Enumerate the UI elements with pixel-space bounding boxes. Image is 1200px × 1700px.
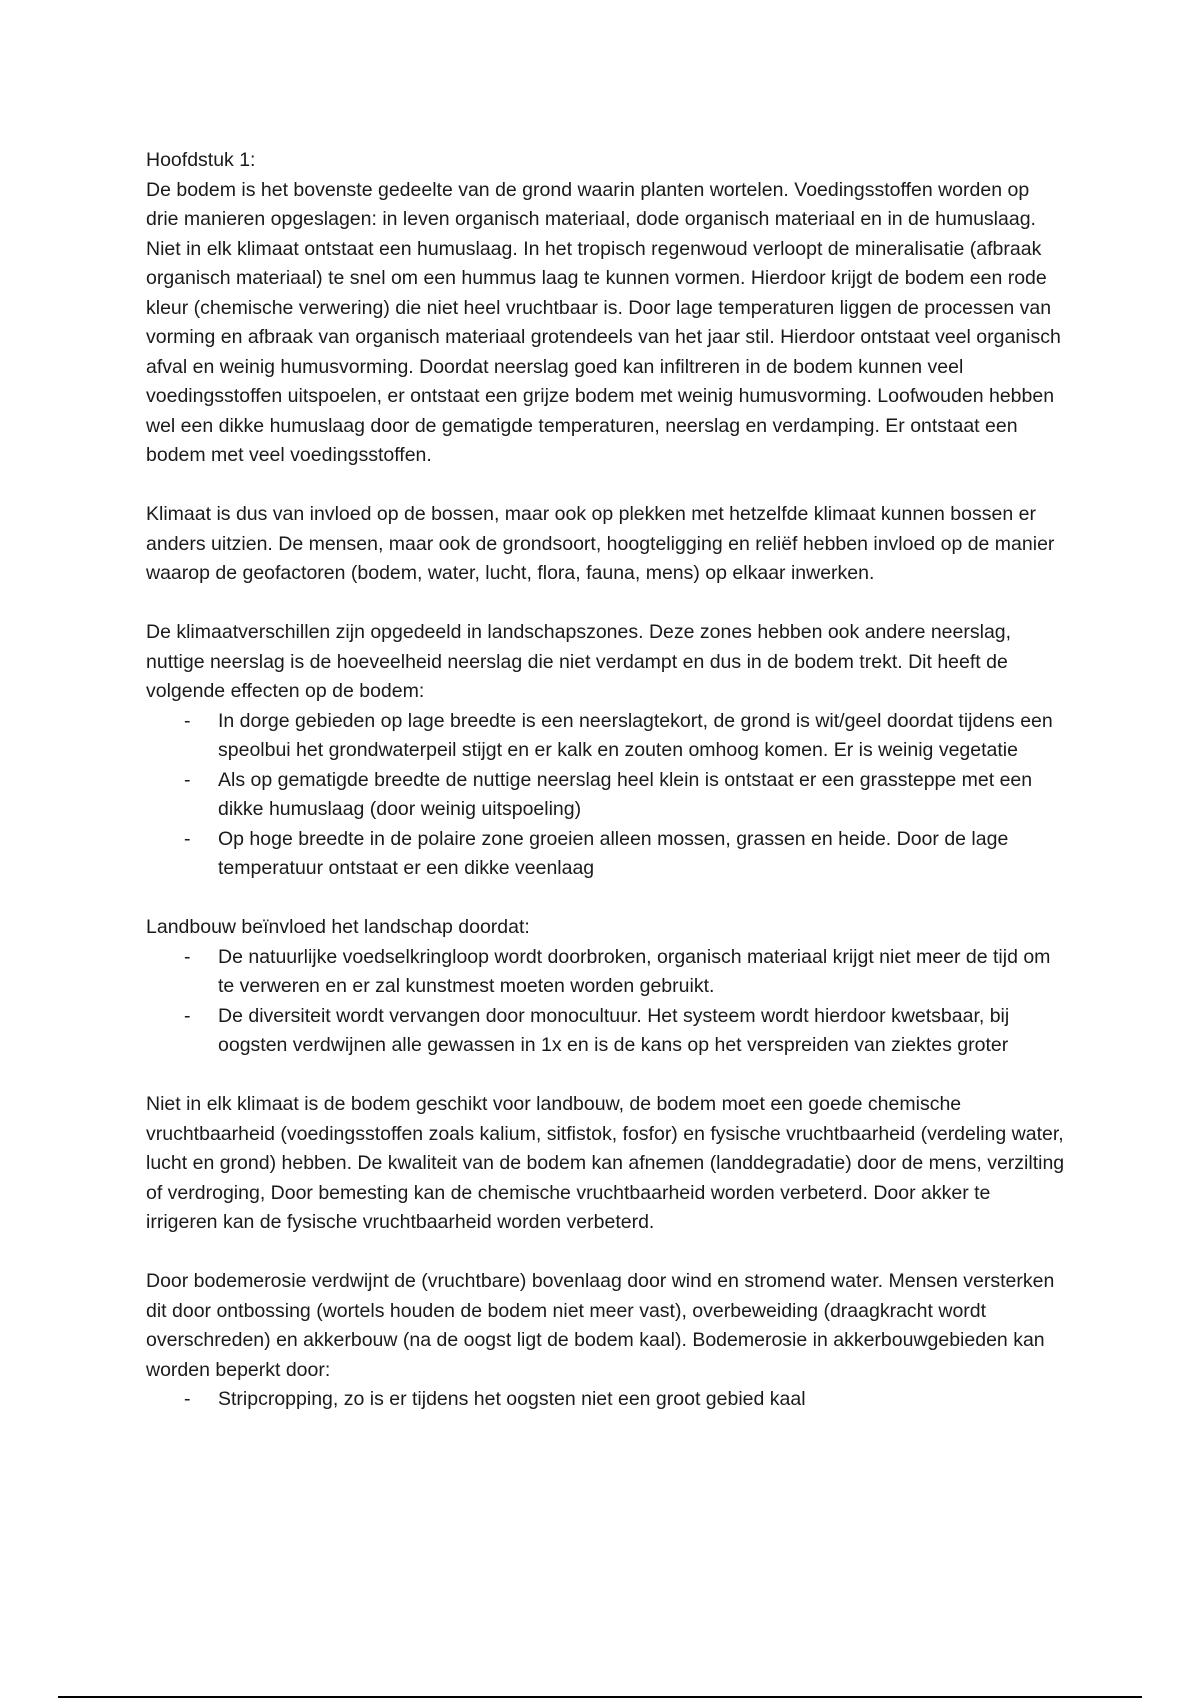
document-page bbox=[146, 146, 1066, 1444]
list-item: - In dorge gebieden op lage breedte is een neerslagtekort, de grond is wit/geel doordat tijdens een speolbui het grondwaterpeil stijgt en er kalk en zouten omhoog komen. Er is weinig vegetatie bbox=[146, 707, 1066, 766]
paragraph-vruchtbaarheid: Niet in elk klimaat is de bodem geschikt voor landbouw, de bodem moet een goede chemische vruchtbaarheid (voedingsstoffen zoals kalium, sitfistok, fosfor) en fysische vruchtbaarheid (verdeling water, lucht en grond) hebben. De kwaliteit van de bodem kan afnemen (landdegradatie) door de mens, verzilting of verdroging, Door bemesting kan de chemische vruchtbaarheid worden verbeterd. Door akker te irrigeren kan de fysische vruchtbaarheid worden verbeterd. bbox=[146, 1093, 1065, 1233]
list-bodem-effecten bbox=[146, 707, 1066, 884]
list-item: - Op hoge breedte in de polaire zone groeien alleen mossen, grassen en heide. Door de lage temperatuur ontstaat er een dikke veenlaag bbox=[146, 825, 1066, 884]
footer-divider bbox=[58, 1696, 1142, 1698]
paragraph-bodem: De bodem is het bovenste gedeelte van de grond waarin planten wortelen. Voedingsstoffen worden op drie manieren opgeslagen: in leven organisch materiaal, dode organisch materiaal en in de humuslaag. Niet in elk klimaat ontstaat een humuslaag. In het tropisch regenwoud verloopt de mineralisatie (afbraak organisch materiaal) te snel om een hummus laag te kunnen vormen. Hierdoor krijgt de bodem een rode kleur (chemische verwering) die niet heel vruchtbaar is. Door lage temperaturen liggen de processen van vorming en afbraak van organisch materiaal grotendeels van het jaar stil. Hierdoor ontstaat veel organisch afval en weinig humusvorming. Doordat neerslag goed kan infiltreren in de bodem kunnen veel voedingsstoffen uitspoelen, er ontstaat een grijze bodem met weinig humusvorming. Loofwouden hebben wel een dikke humuslaag door de gematigde temperaturen, neerslag en verdamping. Er ontstaat een bodem met veel voedingsstoffen. bbox=[146, 178, 1061, 466]
list-erosie-maatregelen bbox=[146, 1385, 1066, 1415]
list-landbouw-invloed bbox=[146, 943, 1066, 1061]
list-item: - Als op gematigde breedte de nuttige neerslag heel klein is ontstaat er een grassteppe met een dikke humuslaag (door weinig uitspoeling) bbox=[146, 766, 1066, 825]
paragraph-klimaat: Klimaat is dus van invloed op de bossen, maar ook op plekken met hetzelfde klimaat kunnen bossen er anders uitzien. De mensen, maar ook de grondsoort, hoogteligging en reliëf hebben invloed op de manier waarop de geofactoren (bodem, water, lucht, flora, fauna, mens) op elkaar inwerken. bbox=[146, 503, 1055, 584]
list-item: - Stripcropping, zo is er tijdens het oogsten niet een groot gebied kaal bbox=[146, 1385, 1066, 1415]
chapter-heading: Hoofdstuk 1: bbox=[146, 149, 256, 171]
paragraph-bodemerosie: Door bodemerosie verdwijnt de (vruchtbare) bovenlaag door wind en stromend water. Mensen versterken dit door ontbossing (wortels houden de bodem niet meer vast), overbeweiding (draagkracht wordt overschreden) en akkerbouw (na de oogst ligt de bodem kaal). Bodemerosie in akkerbouwgebieden kan worden beperkt door: bbox=[146, 1270, 1055, 1381]
list-item: - De natuurlijke voedselkringloop wordt doorbroken, organisch materiaal krijgt niet meer de tijd om te verweren en er zal kunstmest moeten worden gebruikt. bbox=[146, 943, 1066, 1002]
paragraph-landbouw: Landbouw beïnvloed het landschap doordat: bbox=[146, 916, 530, 938]
list-item: - De diversiteit wordt vervangen door monocultuur. Het systeem wordt hierdoor kwetsbaar, bij oogsten verdwijnen alle gewassen in 1x en is de kans op het verspreiden van ziektes groter bbox=[146, 1002, 1066, 1061]
paragraph-landschapszones: De klimaatverschillen zijn opgedeeld in landschapszones. Deze zones hebben ook andere neerslag, nuttige neerslag is de hoeveelheid neerslag die niet verdampt en dus in de bodem trekt. Dit heeft de volgende effecten op de bodem: bbox=[146, 621, 1012, 702]
